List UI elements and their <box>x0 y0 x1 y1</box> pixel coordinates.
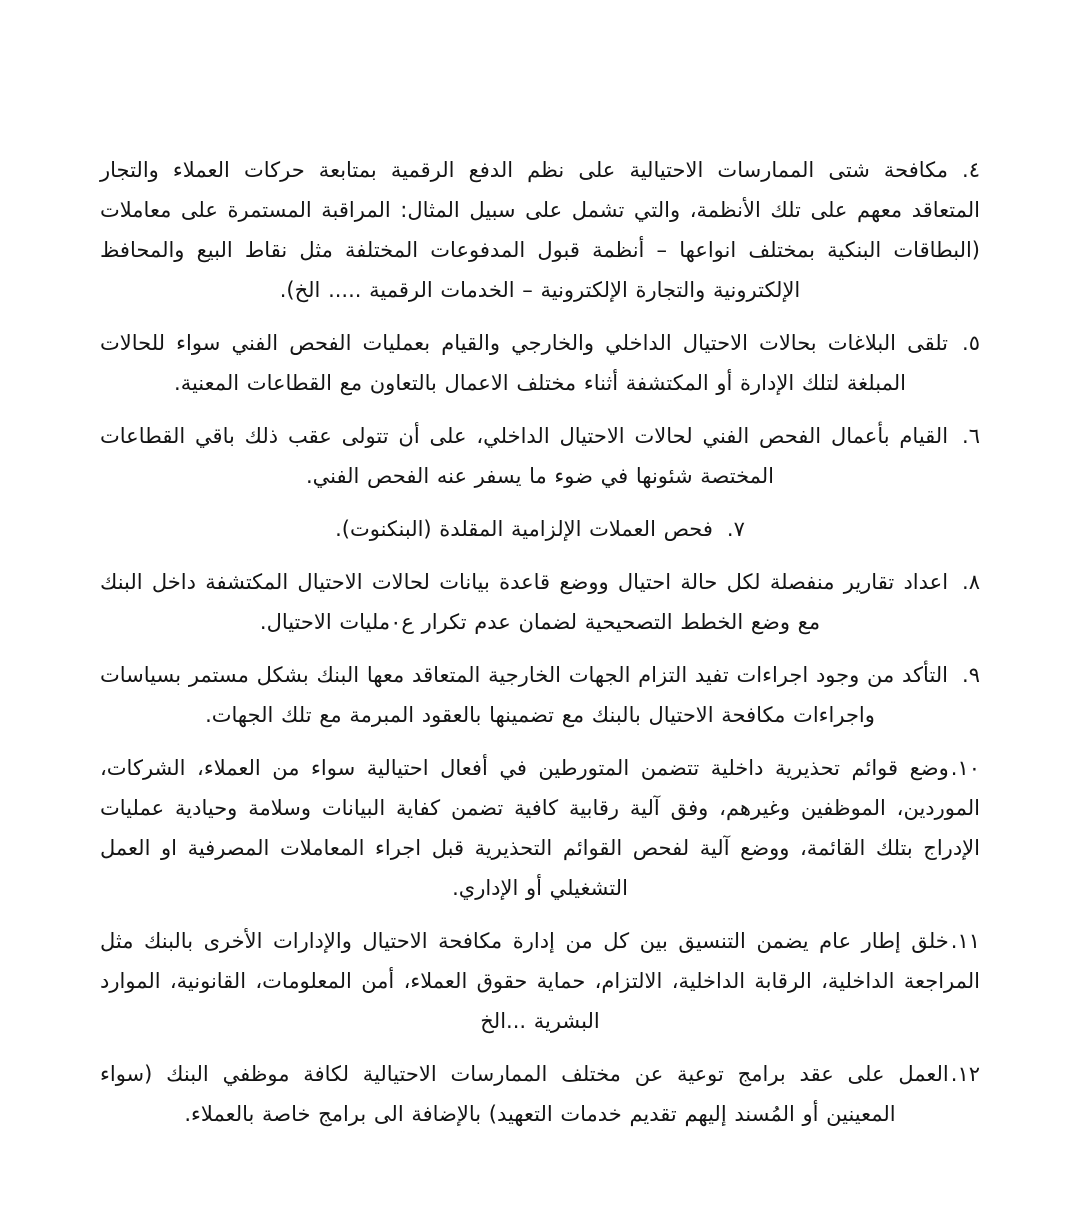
list-item-text: خلق إطار عام يضمن التنسيق بين كل من إدارة مكافحة الاحتيال والإدارات الأخرى بالبنك مثل المراجعة الداخلية، الرقابة الداخلية، الالتزام، حماية حقوق العملاء، أمن المعلومات، القانونية، الموارد البشرية ...الخ <box>100 929 980 1033</box>
list-item-number: ٦. <box>962 424 980 448</box>
list-item-text: تلقى البلاغات بحالات الاحتيال الداخلي والخارجي والقيام بعمليات الفحص الفني سواء للحالات المبلغة لتلك الإدارة أو المكتشفة أثناء مختلف الاعمال بالتعاون مع القطاعات المعنية. <box>100 331 949 395</box>
list-item-10 <box>100 748 980 908</box>
list-item-text: التأكد من وجود اجراءات تفيد التزام الجهات الخارجية المتعاقد معها البنك بشكل مستمر بسياسات واجراءات مكافحة الاحتيال بالبنك مع تضمينها بالعقود المبرمة مع تلك الجهات. <box>100 663 949 727</box>
list-item-text: فحص العملات الإلزامية المقلدة (البنكنوت). <box>335 517 713 541</box>
list-item-12 <box>100 1054 980 1134</box>
list-item-number: ١٠. <box>950 756 980 780</box>
list-item-text: القيام بأعمال الفحص الفني لحالات الاحتيال الداخلي، على أن تتولى عقب ذلك باقي القطاعات المختصة شئونها في ضوء ما يسفر عنه الفحص الفني. <box>100 424 949 488</box>
list-item-5 <box>100 323 980 403</box>
list-item-text: مكافحة شتى الممارسات الاحتيالية على نظم الدفع الرقمية بمتابعة حركات العملاء والتجار المتعاقد معهم على تلك الأنظمة، والتي تشمل على سبيل المثال: المراقبة المستمرة على معاملات (البطاقات البنكية بمختلف انواعها – أنظمة قبول المدفوعات المختلفة مثل نقاط البيع والمحافظ الإلكترونية والتجارة الإلكترونية – الخدمات الرقمية ..... الخ). <box>100 158 980 302</box>
list-item-number: ٥. <box>962 331 980 355</box>
list-item-9 <box>100 655 980 735</box>
numbered-list <box>100 150 980 1134</box>
list-item-number: ١١. <box>950 929 980 953</box>
list-item-text: وضع قوائم تحذيرية داخلية تتضمن المتورطين في أفعال احتيالية سواء من العملاء، الشركات، الموردين، الموظفين وغيرهم، وفق آلية رقابية كافية تضمن كفاية البيانات وسلامة وحيادية عمليات الإدراج بتلك القائمة، ووضع آلية لفحص القوائم التحذيرية قبل اجراء المعاملات المصرفية او العمل التشغيلي أو الإداري. <box>100 756 980 900</box>
list-item-number: ١٢. <box>950 1062 980 1086</box>
list-item-number: ٨. <box>962 570 980 594</box>
list-item-6 <box>100 416 980 496</box>
list-item-7 <box>100 509 980 549</box>
list-item-11 <box>100 921 980 1041</box>
list-item-text: العمل على عقد برامج توعية عن مختلف الممارسات الاحتيالية لكافة موظفي البنك (سواء المعينين أو المُسند إليهم تقديم خدمات التعهيد) بالإضافة الى برامج خاصة بالعملاء. <box>100 1062 949 1126</box>
list-item-number: ٤. <box>962 158 980 182</box>
list-item-number: ٧. <box>726 517 745 541</box>
list-item-4 <box>100 150 980 310</box>
list-item-text: اعداد تقارير منفصلة لكل حالة احتيال ووضع قاعدة بيانات لحالات الاحتيال المكتشفة داخل البنك مع وضع الخطط التصحيحية لضمان عدم تكرار ع٠مليات الاحتيال. <box>100 570 949 634</box>
list-item-number: ٩. <box>962 663 980 687</box>
list-item-8 <box>100 562 980 642</box>
